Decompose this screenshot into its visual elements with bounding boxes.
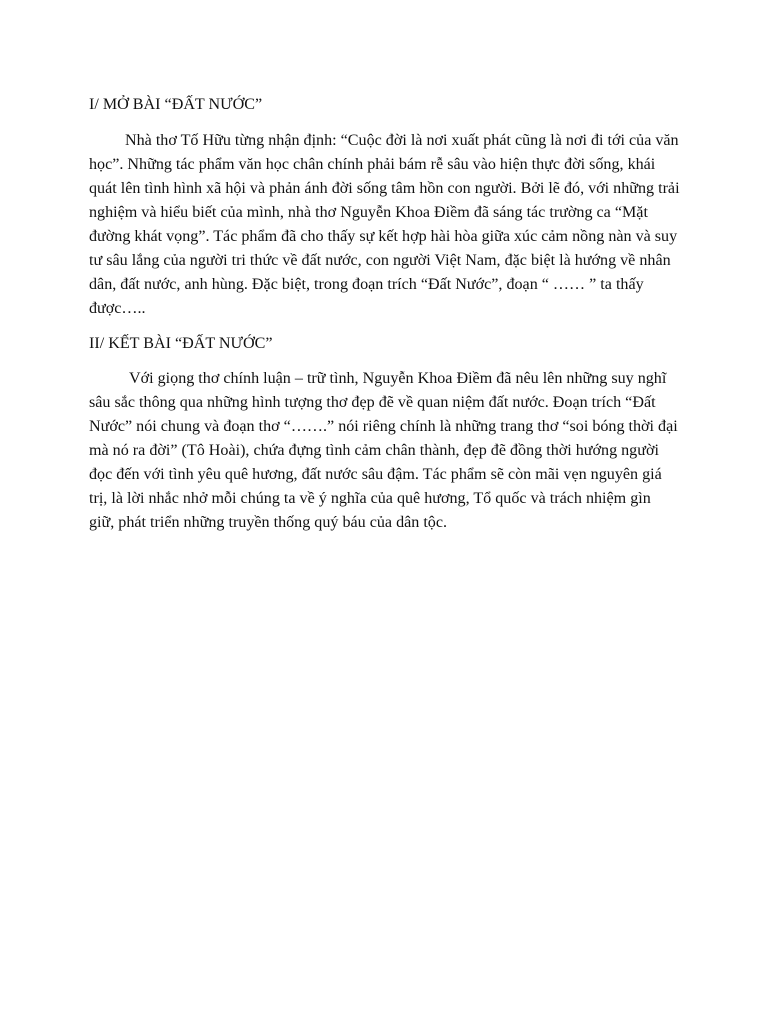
conclusion-heading: II/ KẾT BÀI “ĐẤT NƯỚC” <box>89 335 273 352</box>
conclusion-paragraph: Với giọng thơ chính luận – trữ tình, Nguyễn Khoa Điềm đã nêu lên những suy nghĩ sâu sắc thông qua những hình tượng thơ đẹp đẽ về quan niệm đất nước. Đoạn trích “Đất Nước” nói chung và đoạn thơ “…….” nói riêng chính là những trang thơ “soi bóng thời đại mà nó ra đời” (Tô Hoài), chứa đựng tình cảm chân thành, đẹp đẽ đồng thời hướng người đọc đến với tình yêu quê hương, đất nước sâu đậm. Tác phẩm sẽ còn mãi vẹn nguyên giá trị, là lời nhắc nhở mỗi chúng ta về ý nghĩa của quê hương, Tổ quốc và trách nhiệm gìn giữ, phát triển những truyền thống quý báu của dân tộc. <box>89 370 678 531</box>
intro-paragraph: Nhà thơ Tố Hữu từng nhận định: “Cuộc đời là nơi xuất phát cũng là nơi đi tới của văn học”. Những tác phẩm văn học chân chính phải bám rễ sâu vào hiện thực đời sống, khái quát lên tình hình xã hội và phản ánh đời sống tâm hồn con người. Bởi lẽ đó, với những trải nghiệm và hiểu biết của mình, nhà thơ Nguyễn Khoa Điềm đã sáng tác trường ca “Mặt đường khát vọng”. Tác phẩm đã cho thấy sự kết hợp hài hòa giữa xúc cảm nồng nàn và suy tư sâu lắng của người tri thức về đất nước, con người Việt Nam, đặc biệt là hướng về nhân dân, đất nước, anh hùng. Đặc biệt, trong đoạn trích “Đất Nước”, đoạn “ …… ” ta thấy được….. <box>89 132 680 317</box>
intro-heading: I/ MỞ BÀI “ĐẤT NƯỚC” <box>89 96 263 113</box>
